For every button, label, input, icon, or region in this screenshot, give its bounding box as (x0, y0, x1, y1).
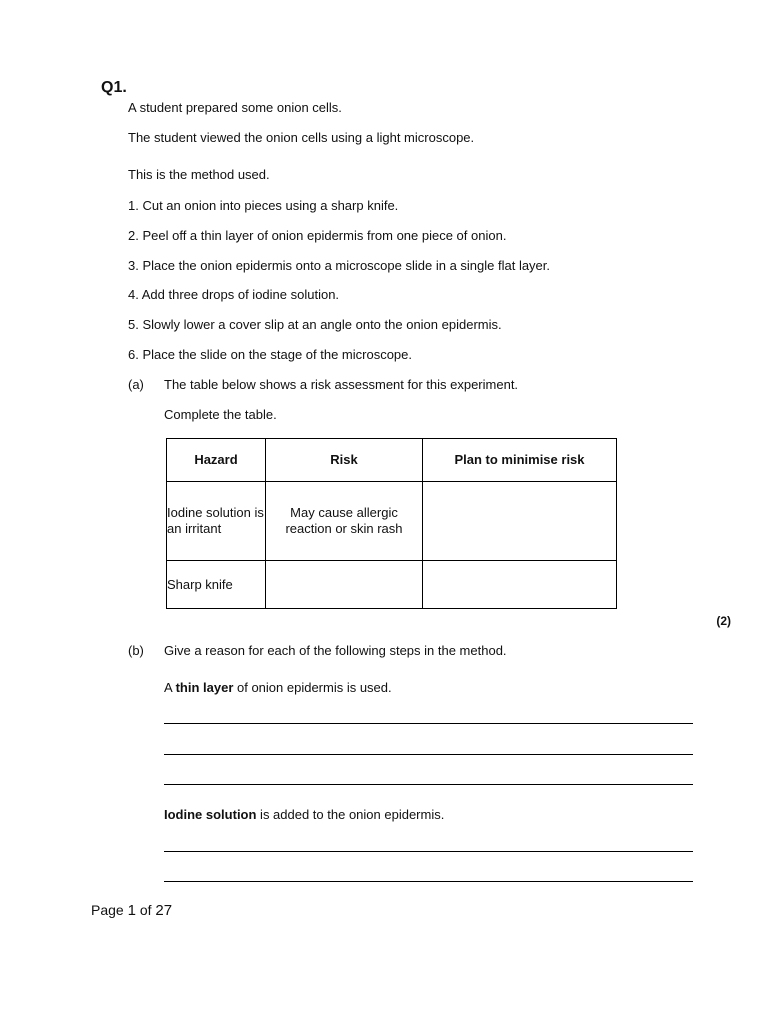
method-step: 3. Place the onion epidermis onto a microscope slide in a single flat layer. (128, 258, 551, 273)
part-b-item-2 (164, 807, 444, 823)
item-1-post: of onion epidermis is used. (233, 680, 392, 695)
page-footer (91, 902, 172, 919)
table-row (167, 561, 617, 609)
method-step: 4. Add three drops of iodine solution. (128, 287, 340, 302)
part-b-item-1 (164, 680, 392, 696)
part-b-text: Give a reason for each of the following steps in the method. (164, 643, 507, 658)
table-header-row (167, 439, 617, 482)
page-number: 1 (127, 902, 136, 919)
page-total: 27 (155, 902, 173, 919)
item-1-pre: A (164, 680, 176, 695)
part-b-label: (b) (128, 643, 144, 658)
answer-line[interactable] (164, 784, 693, 785)
part-a-label: (a) (128, 377, 144, 392)
intro-text-2: The student viewed the onion cells using a light microscope. (128, 130, 475, 145)
cell-hazard: Sharp knife (167, 561, 266, 609)
page-of: of (135, 902, 156, 918)
part-a-instruction: Complete the table. (164, 407, 277, 422)
answer-cell[interactable] (423, 561, 617, 609)
method-step: 1. Cut an onion into pieces using a sharp knife. (128, 198, 399, 213)
answer-line[interactable] (164, 881, 693, 882)
item-2-bold: Iodine solution (164, 807, 257, 822)
table-row (167, 482, 617, 561)
cell-hazard: Iodine solution is an irritant (167, 482, 266, 561)
header-risk: Risk (266, 439, 423, 482)
method-step: 5. Slowly lower a cover slip at an angle onto the onion epidermis. (128, 317, 502, 332)
item-2-post: is added to the onion epidermis. (256, 807, 445, 822)
cell-risk: May cause allergic reaction or skin rash (266, 482, 423, 561)
marks-label: (2) (716, 614, 731, 628)
intro-text-1: A student prepared some onion cells. (128, 100, 342, 115)
answer-line[interactable] (164, 723, 693, 724)
page-label: Page (91, 902, 128, 918)
answer-cell[interactable] (266, 561, 423, 609)
question-number: Q1. (101, 79, 127, 96)
answer-line[interactable] (164, 754, 693, 755)
header-plan: Plan to minimise risk (423, 439, 617, 482)
method-step: 6. Place the slide on the stage of the microscope. (128, 347, 413, 362)
item-1-bold: thin layer (175, 680, 234, 695)
answer-cell[interactable] (423, 482, 617, 561)
header-hazard: Hazard (167, 439, 266, 482)
risk-assessment-table (166, 438, 617, 609)
answer-line[interactable] (164, 851, 693, 852)
part-a-text: The table below shows a risk assessment for this experiment. (164, 377, 519, 392)
method-step: 2. Peel off a thin layer of onion epidermis from one piece of onion. (128, 228, 507, 243)
method-intro: This is the method used. (128, 167, 270, 182)
